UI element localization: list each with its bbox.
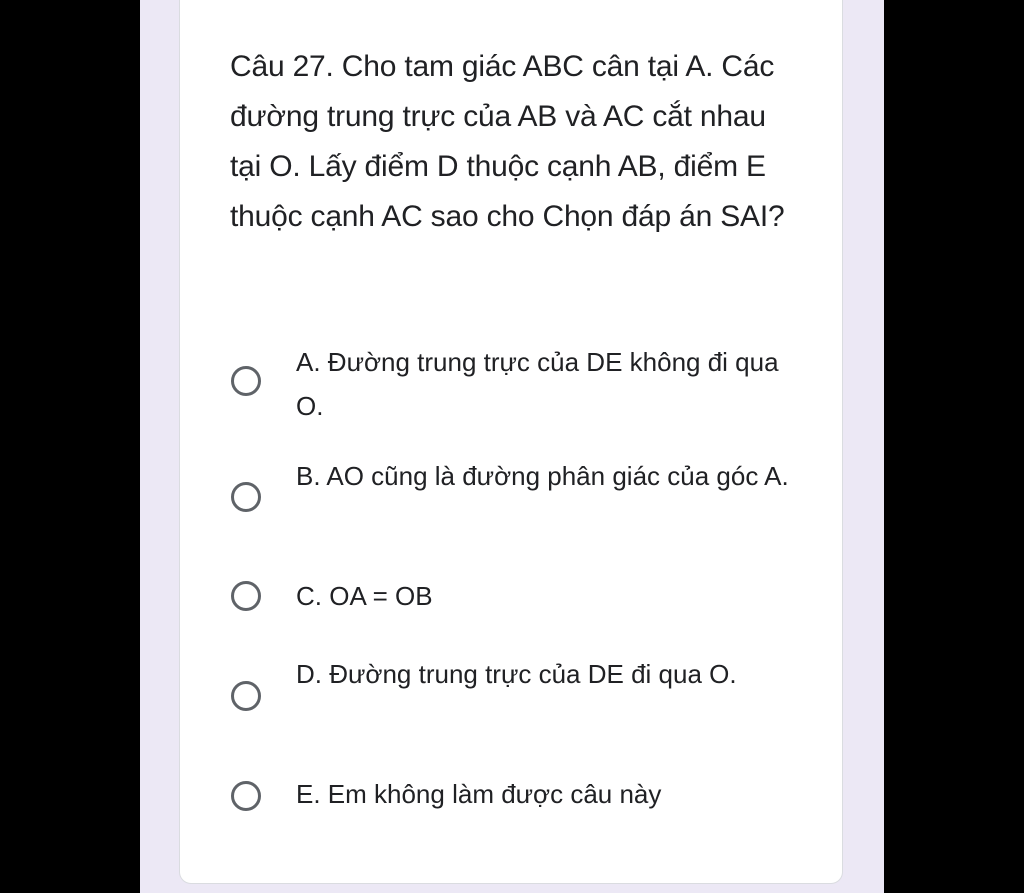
radio-button-d[interactable] xyxy=(231,681,261,711)
option-c-label: C. OA = OB xyxy=(296,581,433,611)
option-a-label: A. Đường trung trực của DE không đi qua O. xyxy=(296,347,779,421)
option-e-label: E. Em không làm được câu này xyxy=(296,779,662,809)
radio-button-a[interactable] xyxy=(231,366,261,396)
radio-button-b[interactable] xyxy=(231,482,261,512)
radio-button-e[interactable] xyxy=(231,781,261,811)
question-text: Câu 27. Cho tam giác ABC cân tại A. Các đường trung trực của AB và AC cắt nhau tại O. Lấy điểm D thuộc cạnh AB, điểm E thuộc cạnh AC sao cho Chọn đáp án SAI? xyxy=(230,50,785,233)
option-d-label: D. Đường trung trực của DE đi qua O. xyxy=(296,659,737,689)
radio-button-c[interactable] xyxy=(231,581,261,611)
option-b-label: B. AO cũng là đường phân giác của góc A. xyxy=(296,461,789,491)
